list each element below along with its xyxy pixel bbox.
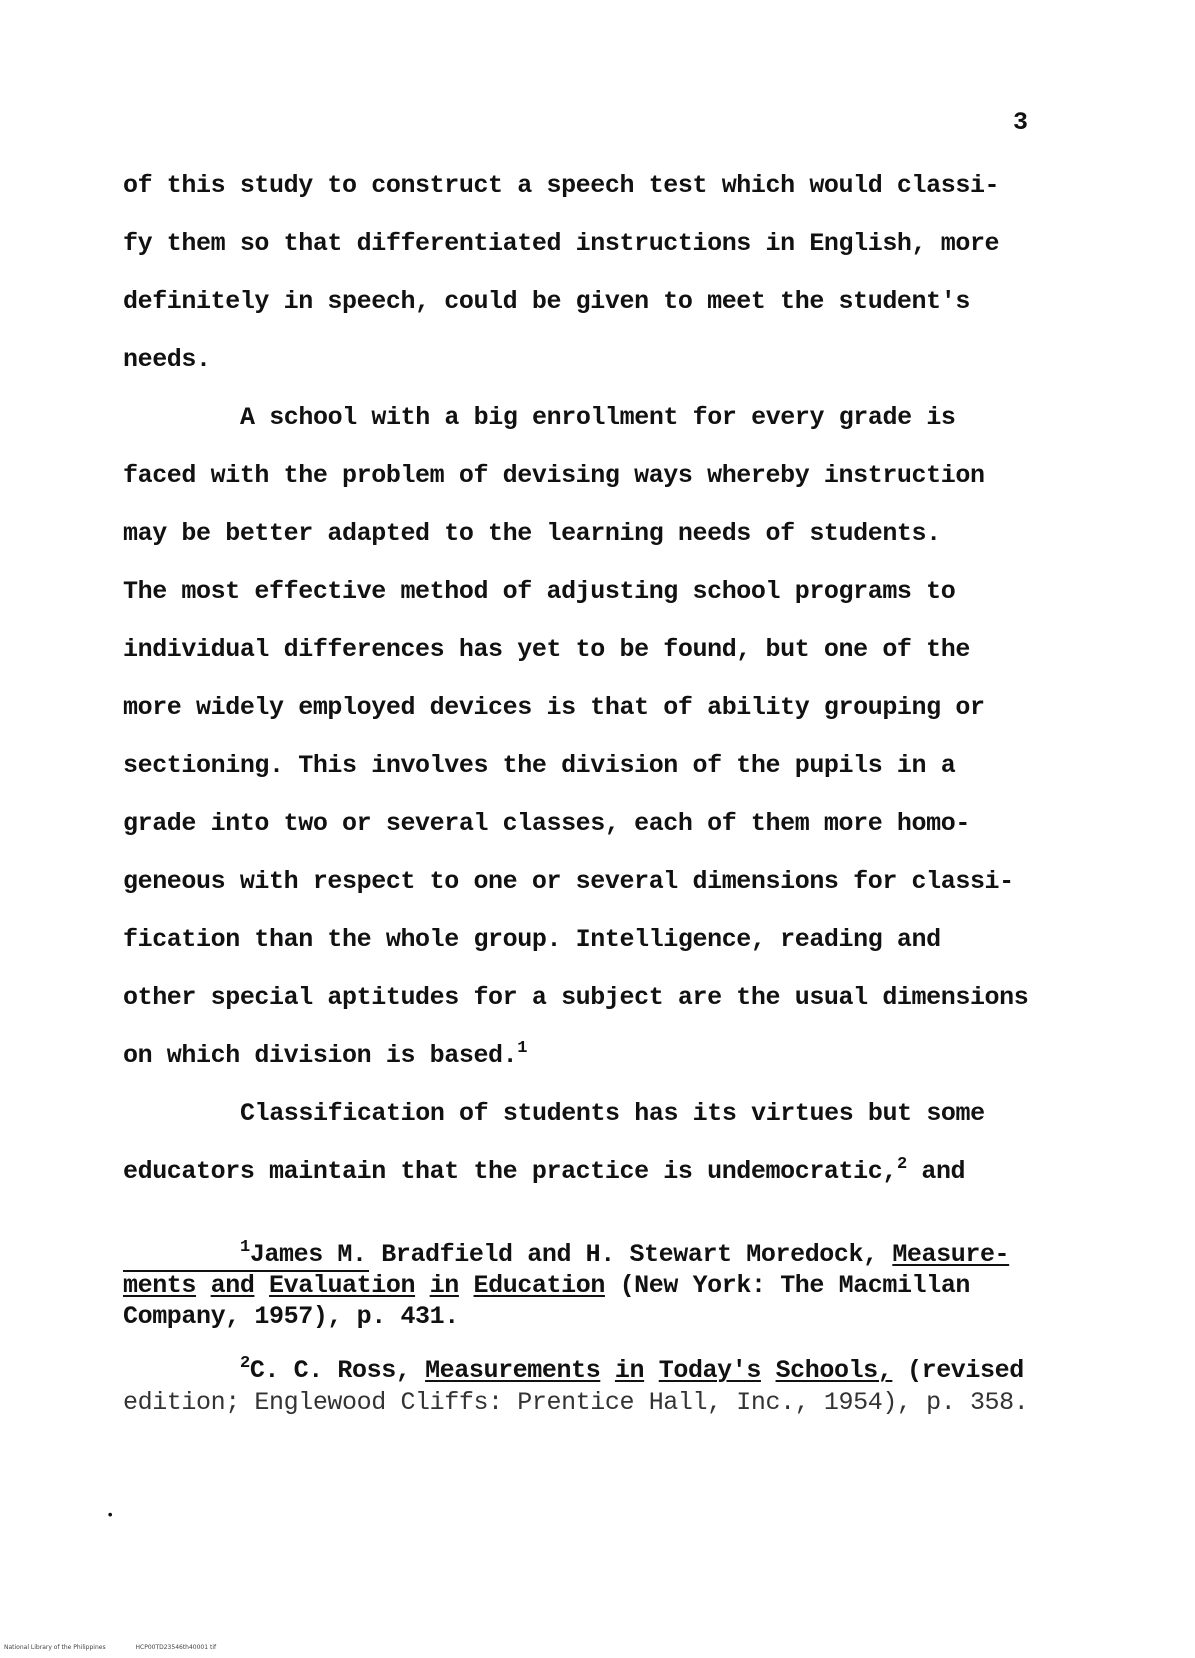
body-line: A school with a big enrollment for every grade is (240, 403, 956, 432)
body-line: needs. (123, 345, 211, 374)
body-line: may be better adapted to the learning needs of students. (123, 519, 941, 548)
scan-mark: • (106, 1508, 115, 1524)
footnote-title: Education (473, 1271, 605, 1300)
footnote-title: Schools, (775, 1356, 893, 1385)
footnote-title: Measurements (425, 1356, 601, 1385)
scan-footer-library: National Library of the Philippines (4, 1644, 106, 1651)
body-line: other special aptitudes for a subject are the usual dimensions (123, 983, 1029, 1012)
footnote-title: Evaluation (269, 1271, 416, 1300)
body-line: grade into two or several classes, each of them more homo- (123, 809, 970, 838)
body-line: geneous with respect to one or several dimensions for classi- (123, 867, 1014, 896)
footnote-text: (revised (907, 1356, 1024, 1385)
footnote-publisher: (New York: The Macmillan (619, 1271, 971, 1300)
footnote-title: and (210, 1271, 255, 1300)
body-line: fication than the whole group. Intelligence, reading and (123, 925, 941, 954)
body-line: individual differences has yet to be found, but one of the (123, 635, 970, 664)
footnote-ref: 1 (517, 1039, 528, 1058)
body-line: Classification of students has its virtues but some (240, 1099, 985, 1128)
footnote-1-line (240, 1240, 1009, 1269)
footnote-ref: 2 (896, 1155, 907, 1174)
footnote-authors: C. C. Ross, (249, 1356, 411, 1385)
footnote-1-line (123, 1271, 970, 1300)
body-line: more widely employed devices is that of ability grouping or (123, 693, 985, 722)
body-text: on which division is based. (123, 1041, 518, 1070)
footnote-title: in (429, 1271, 459, 1300)
body-line: fy them so that differentiated instructions in English, more (123, 229, 1000, 258)
footnote-authors: James M. Bradfield and H. Stewart Moredock, (249, 1240, 878, 1269)
body-line: definitely in speech, could be given to meet the student's (123, 287, 970, 316)
scan-footer (4, 1644, 244, 1651)
footnote-title: in (614, 1356, 645, 1385)
footnote-1-line: Company, 1957), p. 431. (123, 1302, 459, 1331)
footnote-2-line (240, 1356, 1024, 1385)
footnote-title: Measure- (892, 1240, 1010, 1269)
footnote-title: ments (123, 1271, 197, 1300)
body-line: faced with the problem of devising ways whereby instruction (123, 461, 985, 490)
footnote-marker: 2 (240, 1354, 250, 1373)
footnote-title: Today's (658, 1356, 761, 1385)
body-text: and (906, 1157, 966, 1186)
body-line: sectioning. This involves the division of the pupils in a (123, 751, 956, 780)
body-line (123, 1041, 527, 1070)
footnote-2-line: edition; Englewood Cliffs: Prentice Hall, Inc., 1954), p. 358. (123, 1388, 1029, 1417)
body-line (123, 1157, 965, 1186)
page-number: 3 (1013, 108, 1029, 137)
body-line: of this study to construct a speech test which would classi- (123, 171, 1000, 200)
body-line: The most effective method of adjusting school programs to (123, 577, 956, 606)
body-text: educators maintain that the practice is undemocratic, (123, 1157, 897, 1186)
scan-footer-file: HCP00TD23546th40001 tif (135, 1644, 217, 1651)
footnote-marker: 1 (240, 1238, 250, 1257)
